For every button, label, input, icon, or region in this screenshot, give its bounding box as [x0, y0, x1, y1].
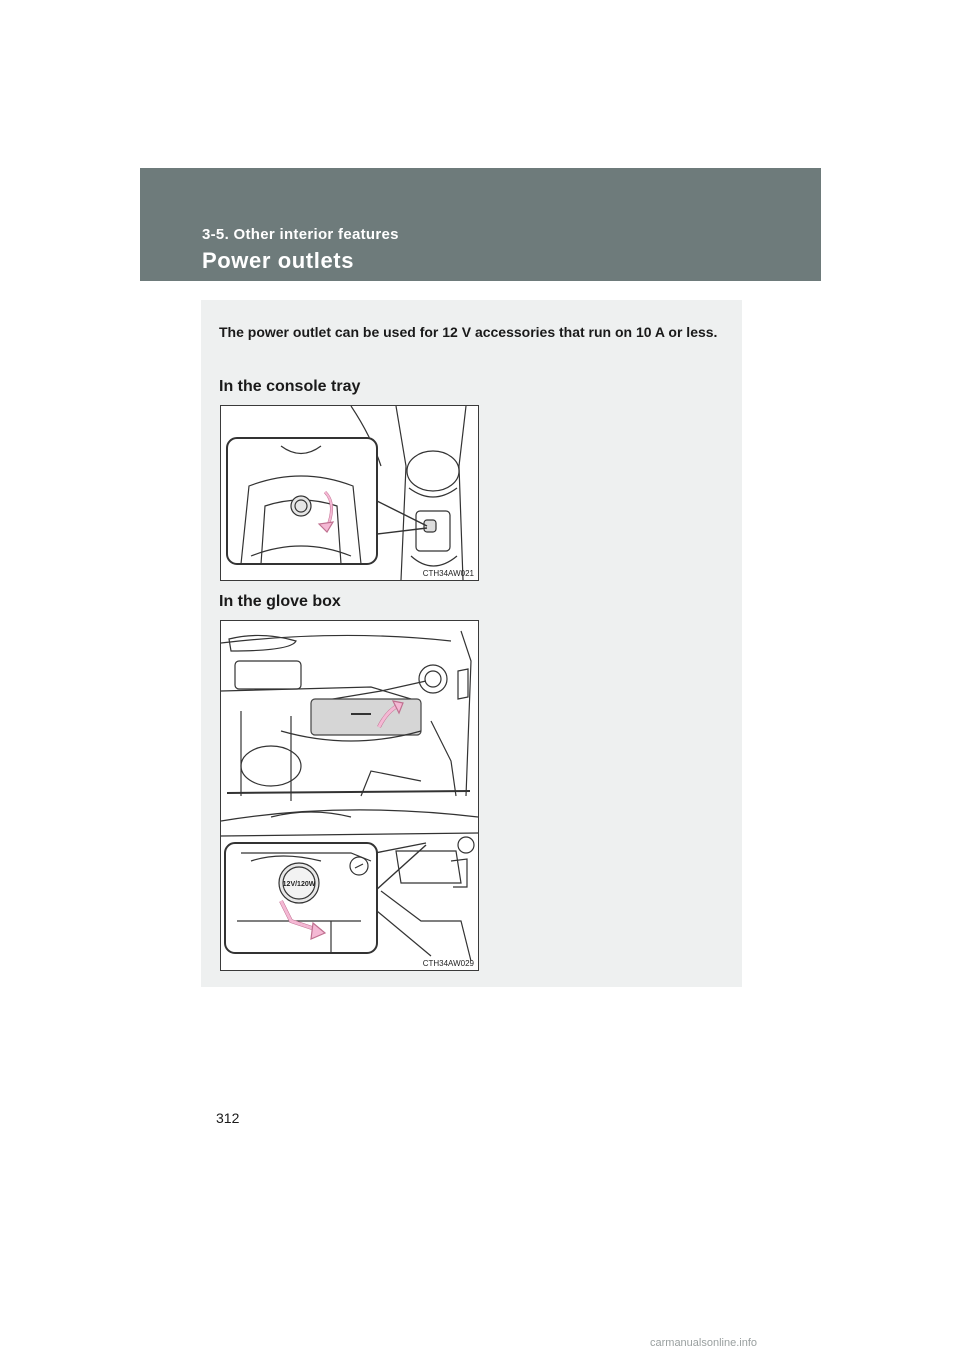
console-tray-illustration: [220, 405, 479, 581]
console-tray-heading: In the console tray: [219, 378, 361, 395]
figure-code: CTH34AW021: [422, 569, 474, 578]
page-title: Power outlets: [202, 248, 355, 273]
intro-text: The power outlet can be used for 12 V accessories that run on 10 A or less.: [219, 324, 718, 340]
glove-box-heading: In the glove box: [219, 593, 341, 610]
figure-code: CTH34AW029: [422, 959, 474, 968]
page-number: 312: [216, 1110, 240, 1126]
glove-box-illustration: [220, 620, 479, 971]
section-label: 3-5. Other interior features: [202, 226, 399, 243]
watermark-text: carmanualsonline.info: [650, 1337, 758, 1349]
section-header: [140, 168, 821, 281]
content-box: [201, 300, 742, 987]
outlet-badge: 12V/120W: [282, 881, 316, 888]
